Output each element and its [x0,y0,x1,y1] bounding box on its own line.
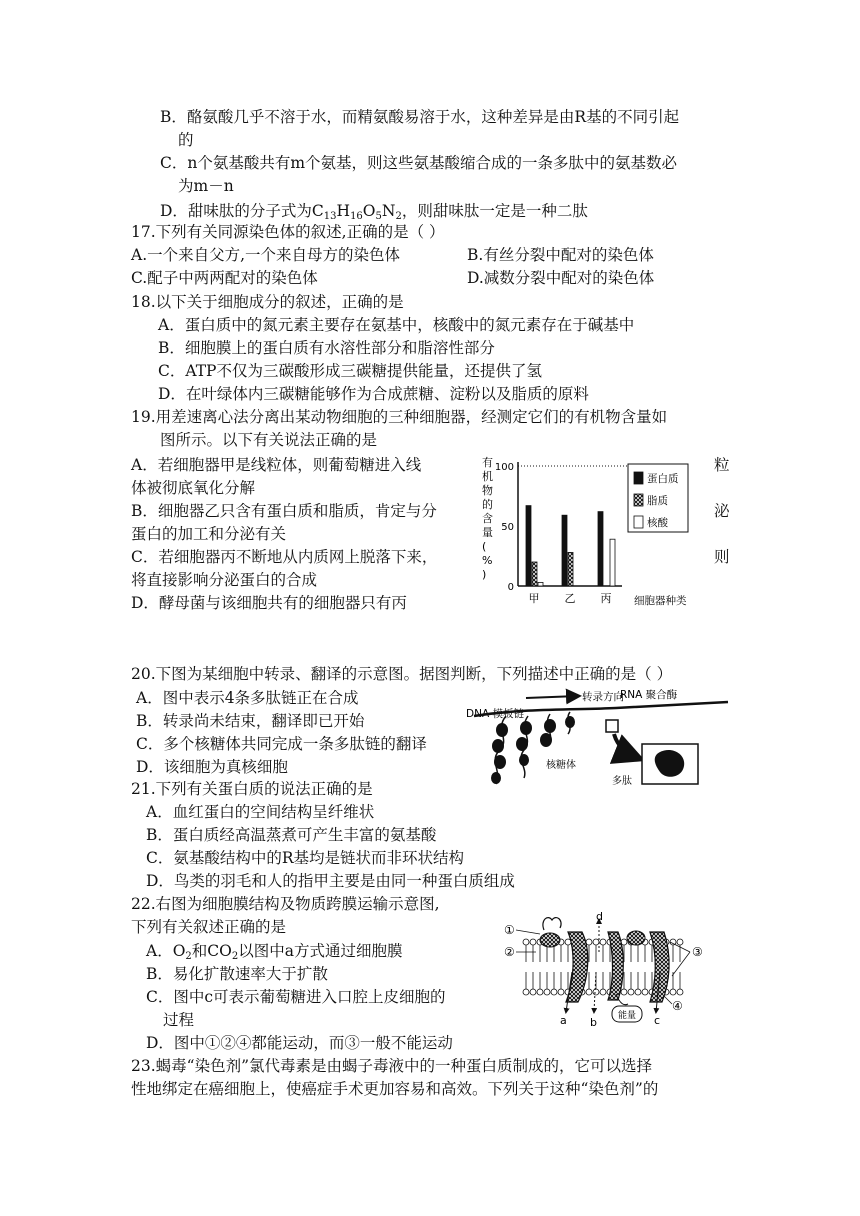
y-axis-label-char: ( [482,540,487,553]
q19-option-d: D．酵母菌与该细胞共有的细胞器只有丙 [131,594,407,612]
label-dna-template: DNA 模板链 [466,708,524,720]
x-tick-label: 甲 [528,592,540,605]
legend-entry: 蛋白质 [647,473,679,485]
legend-entry: 核酸 [647,517,668,529]
y-axis-label-char: 有 [482,456,493,469]
y-axis-label-char: 机 [482,470,493,483]
label-c: c [654,1014,661,1027]
y-tick-label: 50 [501,522,514,533]
x-tick-label: 乙 [564,592,576,605]
phospholipid-head [642,989,648,995]
ribosome-box [606,720,618,732]
q21-option-a: A．血红蛋白的空间结构呈纤维状 [146,803,375,821]
label-1: ① [504,923,515,937]
phospholipid-head [558,989,564,995]
label-2: ② [504,945,515,959]
q19-option-b-tail: 泌 [714,502,730,520]
q19-stem-line1: 19.用差速离心法分离出某动物细胞的三种细胞器，经测定它们的有机物含量如 [131,408,668,426]
q21-option-c: C．氨基酸结构中的R基均是链状而非环状结构 [146,849,465,867]
legend-swatch [634,516,643,528]
q20-option-d: D．该细胞为真核细胞 [136,758,288,776]
y-tick-label: 0 [507,582,514,593]
phospholipid-head [677,939,683,945]
transcription-direction-arrow [526,696,578,698]
q23-line2: 性地绑定在癌细胞上，使癌症手术更加容易和高效。下列关于这种“染色剂”的 [131,1080,659,1098]
phospholipid-head [551,989,557,995]
y-axis-label-char: 的 [482,498,493,511]
q19-option-c-tail: 则 [714,548,730,566]
phospholipid-head [600,989,606,995]
q16-option-b-line2: 的 [178,131,194,149]
q22-option-a: A．$O_2$和$CO_2$以图中a方式通过细胞膜 [146,942,403,962]
q19-option-a-line2: 体被彻底氧化分解 [131,479,256,497]
q21-option-b: B．蛋白质经高温蒸煮可产生丰富的氨基酸 [146,826,437,844]
legend-swatch [634,472,643,484]
bar [532,562,537,586]
q18-option-b: B．细胞膜上的蛋白质有水溶性部分和脂溶性部分 [158,339,495,357]
phospholipid-head [586,989,592,995]
y-axis-label-char: 量 [482,526,493,539]
y-axis-label-char: 含 [482,512,493,525]
mrna-ribosome-chains [491,712,575,784]
q22-option-c-line1: C．图中c可表示葡萄糖进入口腔上皮细胞的 [146,988,446,1006]
q19-stem-line2: 图所示。以下有关说法正确的是 [160,431,378,449]
glycocalyx [543,918,561,930]
bar [526,506,531,586]
phospholipid-head [621,989,627,995]
organelle-content-chart [474,452,714,620]
label-peptide: 多肽 [612,776,632,787]
q16-option-b-line1: B．酪氨酸几乎不溶于水，而精氨酸易溶于水，这种差异是由R基的不同引起 [160,108,680,126]
q17-option-d: D.减数分裂中配对的染色体 [467,269,655,287]
transcription-translation-diagram [466,686,730,794]
y-axis-label [482,456,493,581]
label-a: a [560,1014,567,1027]
q18-option-d: D．在叶绿体内三碳糖能够作为合成蔗糖、淀粉以及脂质的原料 [158,385,589,403]
cell-membrane-diagram [500,912,716,1028]
q19-option-c-line1: C．若细胞器丙不断地从内质网上脱落下来， [131,548,438,566]
q17-stem: 17.下列有关同源染色体的叙述,正确的是（ ） [131,223,445,241]
phospholipid-head [523,989,529,995]
channel-protein [608,932,623,1000]
bar [538,582,543,586]
phospholipid-head [544,989,550,995]
phospholipid-head [670,989,676,995]
label-3: ③ [692,945,703,959]
phospholipid-head [523,939,529,945]
q18-stem: 18.以下关于细胞成分的叙述，正确的是 [131,293,404,311]
q20-option-b: B．转录尚未结束，翻译即已开始 [136,712,365,730]
y-axis-label-char: ) [482,568,487,581]
bar [562,515,567,586]
q22-option-b: B．易化扩散速率大于扩散 [146,965,328,983]
q22-stem-line1: 22.右图为细胞膜结构及物质跨膜运输示意图, [131,895,440,913]
q22-option-c-line2: 过程 [163,1011,195,1029]
phospholipid-head [593,989,599,995]
q21-option-d: D．鸟类的羽毛和人的指甲主要是由同一种蛋白质组成 [146,872,515,890]
phospholipid-head [586,939,592,945]
q19-option-b-line2: 蛋白的加工和分泌有关 [131,525,287,543]
q19-option-b-line1: B．细胞器乙只含有蛋白质和脂质，肯定与分 [131,502,437,520]
phospholipid-head [670,939,676,945]
q21-stem: 21.下列有关蛋白质的说法正确的是 [131,780,373,798]
q20-option-c: C．多个核糖体共同完成一条多肽链的翻译 [136,735,427,753]
label-d: d [596,912,603,923]
q17-option-c: C.配子中两两配对的染色体 [131,269,318,287]
label-ribosome: 核糖体 [546,760,576,771]
surface-protein [540,933,560,947]
bar [610,539,615,586]
q17-option-a: A.一个来自父方,一个来自母方的染色体 [131,246,401,264]
phospholipid-head [628,989,634,995]
y-tick-label: 100 [494,462,514,473]
x-axis-label: 细胞器种类 [634,595,687,607]
phospholipid-head [530,989,536,995]
q17-option-b: B.有丝分裂中配对的染色体 [467,246,654,264]
bar [598,512,603,586]
bar [568,552,573,586]
phospholipid-head [635,989,641,995]
q22-stem-line2: 下列有关叙述正确的是 [131,918,287,936]
q19-option-a-tail: 粒 [714,456,730,474]
q18-option-c: C．ATP不仅为三碳酸形成三碳糖提供能量，还提供了氢 [158,362,542,380]
label-energy: 能量 [618,1011,637,1021]
q23-line1: 23.蝎毒“染色剂”氯代毒素是由蝎子毒液中的一种蛋白质制成的，它可以选择 [131,1057,653,1075]
peptide-arrow [614,734,638,758]
q18-option-a: A．蛋白质中的氮元素主要存在氨基中，核酸中的氮元素存在于碱基中 [158,316,635,334]
q19-option-c-line2: 将直接影响分泌蛋白的合成 [131,571,318,589]
phospholipid-head [530,939,536,945]
phospholipid-head [537,989,543,995]
label-b: b [590,1016,597,1028]
q20-stem: 20.下图为某细胞中转录、翻译的示意图。据图判断，下列描述中正确的是（ ） [131,665,673,683]
q22-option-d: D．图中①②④都能运动，而③一般不能运动 [146,1034,453,1052]
legend-entry: 脂质 [647,495,668,507]
phospholipid-head [593,939,599,945]
q16-option-c-line2: 为m－n [178,177,234,195]
y-axis-label-char: % [482,554,493,567]
phospholipid-head [677,989,683,995]
q16-option-c-line1: C．n个氨基酸共有m个氨基，则这些氨基酸缩合成的一条多肽中的氨基数必 [160,154,678,172]
label-transcription-direction: 转录方向 [582,691,624,703]
label-4: ④ [672,999,683,1013]
phospholipid-head [600,939,606,945]
x-tick-label: 丙 [600,592,612,605]
q19-option-a-line1: A．若细胞器甲是线粒体，则葡萄糖进入线 [131,456,422,474]
y-axis-label-char: 物 [482,484,493,497]
legend-swatch [634,494,643,506]
label-rna-polymerase: RNA 聚合酶 [620,689,678,701]
q20-option-a: A．图中表示4条多肽链正在合成 [136,689,359,707]
q16-option-d: D．甜味肽的分子式为$C_{13}H_{16}O_5N_2$，则甜味肽一定是一种二肽 [160,202,588,222]
